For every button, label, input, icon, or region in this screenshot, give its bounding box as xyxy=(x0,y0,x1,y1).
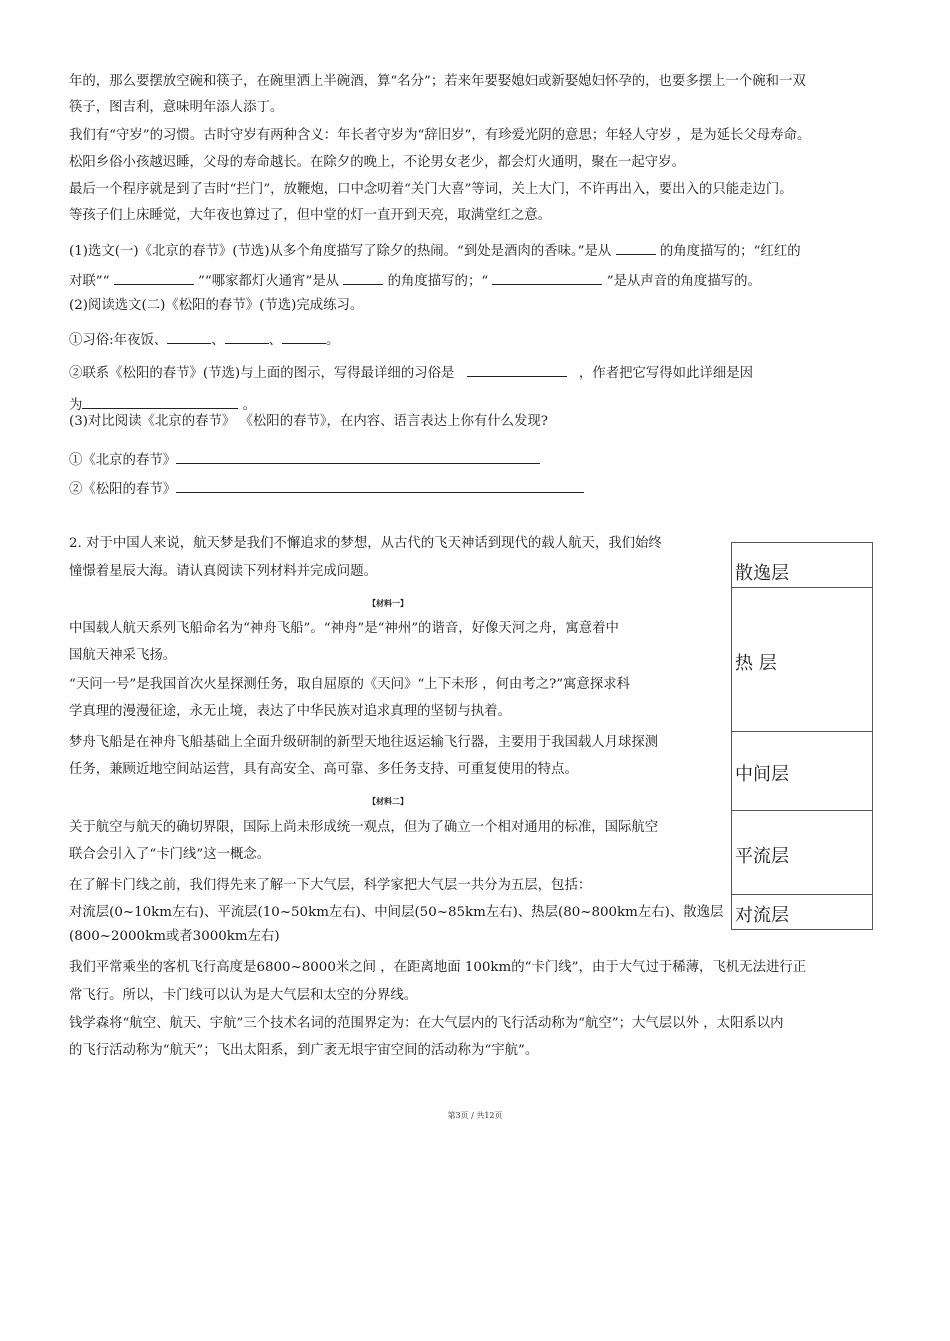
answer-blank[interactable] xyxy=(225,329,269,344)
material-line: 联合会引入了“卡门线”这一概念。 xyxy=(69,847,271,862)
material-line: 的飞行活动称为“航天”；飞出太阳系，到广袤无垠宇宙空间的活动称为“宇航”。 xyxy=(69,1043,539,1058)
material-line: 学真理的漫漫征途，永无止境，表达了中华民族对追求真理的坚韧与执着。 xyxy=(69,704,511,719)
question-2-2-line-2: 为 。 xyxy=(69,394,256,416)
material-line: 中国载人航天系列飞船命名为“神舟飞船”。“神舟”是“神州”的谐音，好像天河之舟，寓意着中 xyxy=(69,621,619,636)
layer-exosphere: 散逸层 xyxy=(732,543,872,588)
material-2-title: 【材料二】 xyxy=(368,796,408,806)
answer-blank[interactable] xyxy=(176,478,584,493)
material-line: 我们平常乘坐的客机飞行高度是6800~8000米之间 ，在距离地面 100km的“卡门线”，由于大气过于稀薄，飞机无法进行正 xyxy=(69,960,807,975)
question-1-line-1: (1)选文(一)《北京的春节》(节选)从多个角度描写了除夕的热闹。“到处是酒肉的香味。”是从 的角度描写的；“红红的 xyxy=(69,240,801,262)
question-2-intro: 憧憬着星辰大海。请认真阅读下列材料并完成问题。 xyxy=(69,564,377,579)
answer-blank[interactable] xyxy=(114,270,194,285)
material-line: (800~2000km或者3000km左右) xyxy=(69,929,280,944)
text-line: 最后一个程序就是到了吉时“拦门”，放鞭炮，口中念叨着“关门大喜”等词，关上大门，不许再出入，要出入的只能走边门。 xyxy=(69,182,793,197)
material-1-title: 【材料一】 xyxy=(368,598,408,608)
page-footer: 第3页 / 共12页 xyxy=(447,1111,503,1120)
layer-mesosphere: 中间层 xyxy=(732,732,872,811)
question-3-1: ①《北京的春节》 xyxy=(69,449,540,471)
answer-blank[interactable] xyxy=(167,329,211,344)
answer-blank[interactable] xyxy=(467,362,567,377)
question-2-2-line-1: ②联系《松阳的春节》(节选)与上面的图示，写得最详细的习俗是 ，作者把它写得如此详细是因 xyxy=(69,362,753,384)
material-line: 钱学森将“航空、航天、宇航”三个技术名词的范围界定为：在大气层内的飞行活动称为“航空”；大气层以外 ，太阳系以内 xyxy=(69,1016,784,1031)
text-line: 等孩子们上床睡觉，大年夜也算过了，但中堂的灯一直开到天亮，取满堂红之意。 xyxy=(69,208,552,223)
material-line: 常飞行。所以，卡门线可以认为是大气层和太空的分界线。 xyxy=(69,988,418,1003)
atmosphere-layers-table xyxy=(731,542,873,930)
material-line: 梦舟飞船是在神舟飞船基础上全面升级研制的新型天地往返运输飞行器，主要用于我国载人月球探测 xyxy=(69,735,659,750)
answer-blank[interactable] xyxy=(616,240,656,255)
material-line: 任务，兼顾近地空间站运营，具有高安全、高可靠、多任务支持、可重复使用的特点。 xyxy=(69,762,578,777)
answer-blank[interactable] xyxy=(176,449,540,464)
question-3-2: ②《松阳的春节》 xyxy=(69,478,584,500)
text-line: 年的，那么要摆放空碗和筷子，在碗里洒上半碗酒，算“名分”；若来年要娶媳妇或新娶媳妇怀孕的，也要多摆上一个碗和一双 xyxy=(69,74,806,89)
text-line: 松阳乡俗小孩越迟睡，父母的寿命越长。在除夕的晚上，不论男女老少，都会灯火通明，聚在一起守岁。 xyxy=(69,155,685,170)
material-line: 关于航空与航天的确切界限，国际上尚未形成统一观点，但为了确立一个相对通用的标准，国际航空 xyxy=(69,820,659,835)
material-line: “天问一号”是我国首次火星探测任务，取自屈原的《天问》“上下未形 ，何由考之?”寓意探求科 xyxy=(69,677,631,692)
layer-troposphere: 对流层 xyxy=(735,905,789,926)
answer-blank[interactable] xyxy=(82,394,238,409)
material-line: 对流层(0~10km左右)、平流层(10~50km左右)、中间层(50~85km左右)、热层(80~800km左右)、散逸层 xyxy=(69,905,724,920)
answer-blank[interactable] xyxy=(492,270,602,285)
text-line: 筷子，图吉利，意味明年添人添丁。 xyxy=(69,100,284,115)
answer-blank[interactable] xyxy=(282,329,326,344)
question-3-title: (3)对比阅读《北京的春节》 《松阳的春节》，在内容、语言表达上你有什么发现? xyxy=(69,414,548,429)
question-2-1: ①习俗:年夜饭、 、 、 。 xyxy=(69,329,339,351)
text-line: 我们有“守岁”的习惯。古时守岁有两种含义：年长者守岁为“辞旧岁”，有珍爱光阴的意思；年轻人守岁 ，是为延长父母寿命。 xyxy=(69,128,811,143)
question-2-title: (2)阅读选文(二)《松阳的春节》(节选)完成练习。 xyxy=(69,298,364,313)
answer-blank[interactable] xyxy=(343,270,383,285)
layer-thermosphere: 热 层 xyxy=(732,588,872,732)
material-line: 国航天神采飞扬。 xyxy=(69,648,177,663)
question-1-line-2: 对联”“ ”“哪家都灯火通宵”是从 的角度描写的；“ ”是从声音的角度描写的。 xyxy=(69,270,761,292)
question-2-intro: 2. 对于中国人来说，航天梦是我们不懈追求的梦想，从古代的飞天神话到现代的载人航天，我们始终 xyxy=(69,536,662,551)
layer-stratosphere: 平流层 xyxy=(732,811,872,895)
material-line: 在了解卡门线之前，我们得先来了解一下大气层，科学家把大气层一共分为五层，包括： xyxy=(69,878,592,893)
